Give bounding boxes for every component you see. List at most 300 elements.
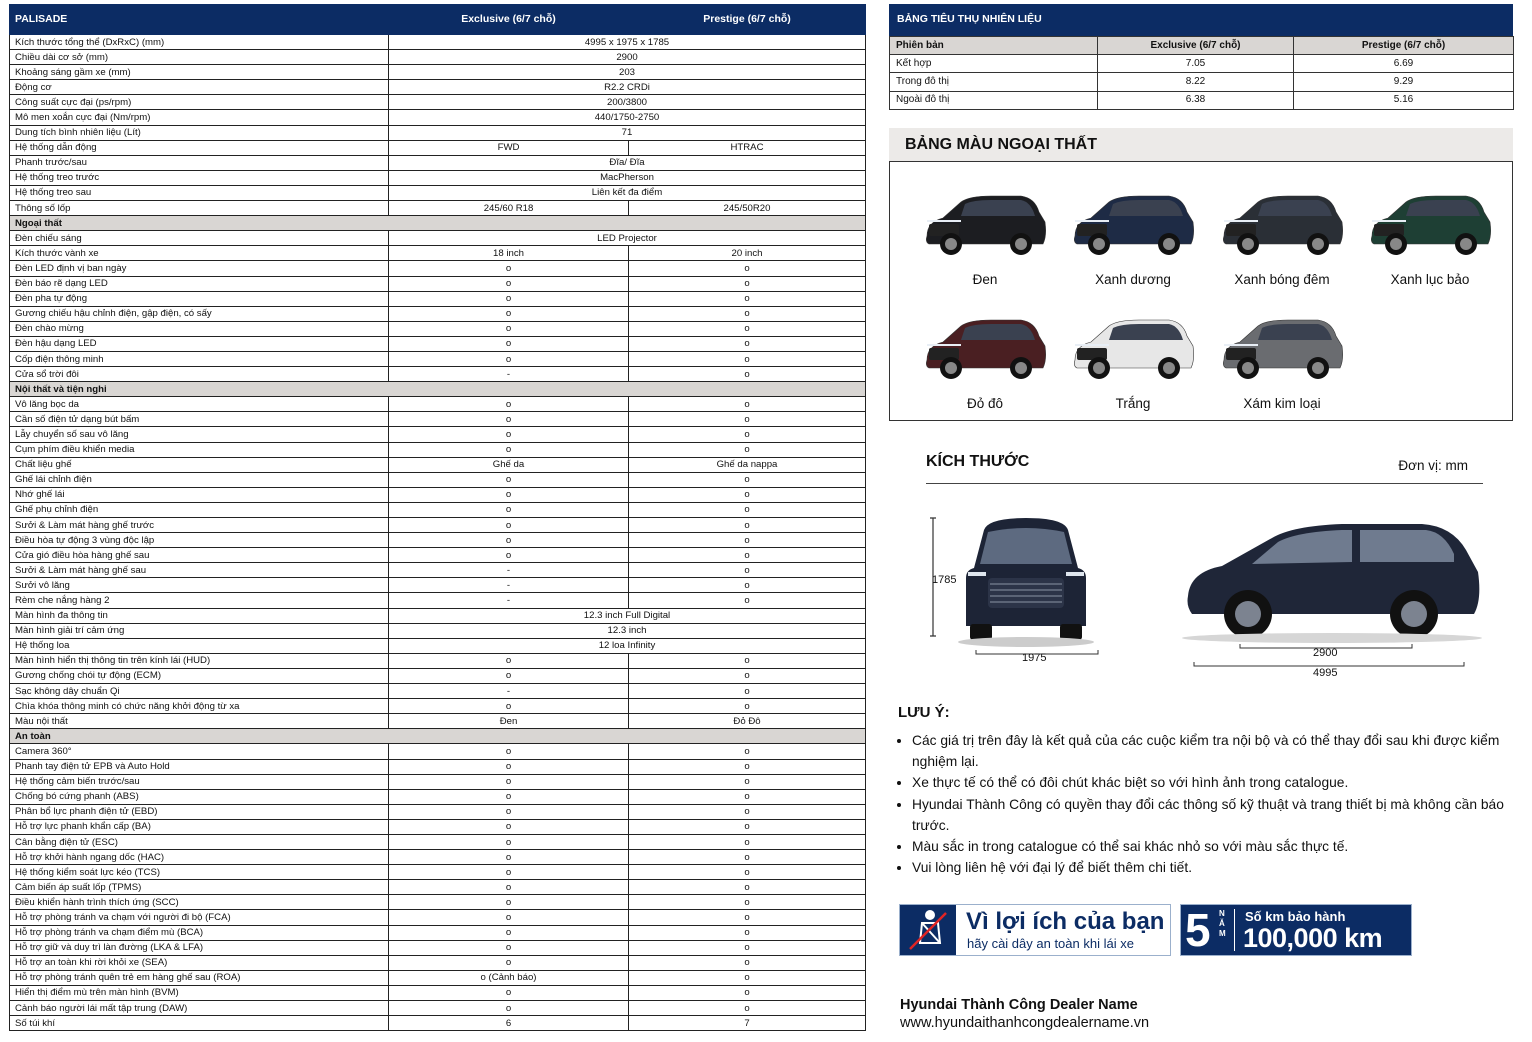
spec-row-value-prestige: 20 inch xyxy=(629,246,866,261)
spec-row xyxy=(10,699,866,714)
spec-row-value-both: LED Projector xyxy=(389,231,866,246)
spec-row-value-prestige: o xyxy=(629,336,866,351)
dimensions-title: KÍCH THƯỚC xyxy=(926,453,1030,470)
spec-row xyxy=(10,518,866,533)
spec-row-value-prestige: o xyxy=(629,518,866,533)
spec-row-label: Công suất cực đại (ps/rpm) xyxy=(10,95,389,110)
spec-row-label: Điều khiển hành trình thích ứng (SCC) xyxy=(10,895,389,910)
spec-row-value-exclusive: - xyxy=(389,563,629,578)
spec-row xyxy=(10,804,866,819)
car-color-image xyxy=(921,192,1049,262)
spec-row-label: Nhớ ghế lái xyxy=(10,487,389,502)
spec-row xyxy=(10,246,866,261)
spec-row-label: Chìa khóa thông minh có chức năng khởi động từ xa xyxy=(10,699,389,714)
fuel-table xyxy=(889,36,1514,110)
notes-list xyxy=(898,730,1518,878)
color-swatch-grid xyxy=(889,161,1513,421)
spec-row-value-prestige: o xyxy=(629,910,866,925)
height-label: 1785 xyxy=(932,574,957,586)
spec-row-value-exclusive: o xyxy=(389,910,629,925)
fuel-row xyxy=(890,91,1514,109)
spec-row-value-prestige: o xyxy=(629,291,866,306)
spec-row-value-prestige: o xyxy=(629,578,866,593)
spec-row-value-prestige: o xyxy=(629,442,866,457)
spec-row-value-prestige: o xyxy=(629,502,866,517)
spec-row-value-exclusive: o xyxy=(389,985,629,1000)
fuel-header-version: Phiên bản xyxy=(890,37,1098,55)
seatbelt-icon xyxy=(900,905,956,955)
spec-row-label: Gương chiếu hậu chỉnh điện, gập điện, có sấy xyxy=(10,306,389,321)
spec-row-label: Hỗ trợ phòng tránh va chạm điểm mù (BCA) xyxy=(10,925,389,940)
spec-row-value-exclusive: o xyxy=(389,744,629,759)
fuel-title: BẢNG TIÊU THỤ NHIÊN LIỆU xyxy=(889,4,1513,36)
spec-row xyxy=(10,789,866,804)
spec-row xyxy=(10,955,866,970)
spec-row-value-prestige: o xyxy=(629,759,866,774)
spec-section-title: Nội thất và tiện nghi xyxy=(10,382,866,397)
seatbelt-badge xyxy=(899,904,1171,956)
spec-row-label: Đèn hậu dạng LED xyxy=(10,336,389,351)
seatbelt-subtitle: hãy cài dây an toàn khi lái xe xyxy=(967,936,1134,951)
spec-row xyxy=(10,397,866,412)
spec-row-label: Chiều dài cơ sở (mm) xyxy=(10,50,389,65)
fuel-row-label: Trong đô thị xyxy=(890,73,1098,91)
spec-row-label: Kích thước tổng thể (DxRxC) (mm) xyxy=(10,35,389,50)
spec-row-value-both: 12.3 inch Full Digital xyxy=(389,608,866,623)
spec-row-value-exclusive: o xyxy=(389,412,629,427)
warranty-title: Số km bảo hành xyxy=(1245,909,1346,924)
spec-row xyxy=(10,502,866,517)
spec-row-label: Cửa sổ trời đôi xyxy=(10,367,389,382)
spec-row-value-exclusive: o xyxy=(389,834,629,849)
note-item: • Các giá trị trên đây là kết quả của các cuộc kiểm tra nội bộ và có thể thay đổi sau khi được kiểm nghiệm lại. xyxy=(912,730,1518,772)
spec-row-value-exclusive: o xyxy=(389,895,629,910)
spec-row-value-prestige: o xyxy=(629,684,866,699)
spec-row-value-prestige: o xyxy=(629,850,866,865)
spec-row-value-prestige: o xyxy=(629,397,866,412)
spec-section-row xyxy=(10,382,866,397)
spec-row-value-prestige: o xyxy=(629,593,866,608)
car-color-image xyxy=(1366,192,1494,262)
spec-row xyxy=(10,472,866,487)
spec-row-value-prestige: o xyxy=(629,925,866,940)
fuel-row xyxy=(890,55,1514,73)
spec-row-label: Cụm phím điều khiển media xyxy=(10,442,389,457)
spec-table xyxy=(9,4,866,1031)
spec-row xyxy=(10,95,866,110)
spec-row-value-prestige: o xyxy=(629,819,866,834)
spec-row xyxy=(10,185,866,200)
spec-row-value-exclusive: o xyxy=(389,397,629,412)
spec-row xyxy=(10,819,866,834)
spec-row-value-exclusive: 6 xyxy=(389,1016,629,1031)
spec-row-value-exclusive: o xyxy=(389,880,629,895)
warranty-years: 5 xyxy=(1185,904,1211,956)
spec-row xyxy=(10,563,866,578)
spec-row-value-both: Liên kết đa điểm xyxy=(389,185,866,200)
spec-row-label: Khoảng sáng gầm xe (mm) xyxy=(10,65,389,80)
spec-section-row xyxy=(10,729,866,744)
spec-row-label: Động cơ xyxy=(10,80,389,95)
spec-row-value-exclusive: o xyxy=(389,1001,629,1016)
dimensions-unit: Đơn vị: mm xyxy=(1398,458,1468,473)
spec-row xyxy=(10,1016,866,1031)
color-option xyxy=(1063,192,1203,287)
spec-row-label: Hỗ trợ lực phanh khẩn cấp (BA) xyxy=(10,819,389,834)
spec-row-label: Hệ thống treo sau xyxy=(10,185,389,200)
spec-row xyxy=(10,668,866,683)
spec-row-value-prestige: o xyxy=(629,940,866,955)
fuel-row-exclusive: 7.05 xyxy=(1098,55,1294,73)
fuel-row-prestige: 6.69 xyxy=(1294,55,1514,73)
spec-row-value-prestige: o xyxy=(629,865,866,880)
spec-row-label: Lẫy chuyển số sau vô lăng xyxy=(10,427,389,442)
color-name: Đỏ đô xyxy=(966,396,1004,411)
spec-row-value-prestige: o xyxy=(629,306,866,321)
spec-row-value-prestige: o xyxy=(629,880,866,895)
spec-header-row xyxy=(10,5,866,35)
spec-row-label: Phân bổ lực phanh điện tử (EBD) xyxy=(10,804,389,819)
spec-row xyxy=(10,638,866,653)
notes-title: LƯU Ý: xyxy=(898,704,950,721)
spec-row-label: Chống bó cứng phanh (ABS) xyxy=(10,789,389,804)
spec-row-value-both: 200/3800 xyxy=(389,95,866,110)
color-name: Trắng xyxy=(1115,396,1151,411)
spec-row-value-exclusive: o xyxy=(389,261,629,276)
spec-header-exclusive: Exclusive (6/7 chỗ) xyxy=(389,5,629,35)
spec-row-value-both: 440/1750-2750 xyxy=(389,110,866,125)
spec-row-label: Hỗ trợ khởi hành ngang dốc (HAC) xyxy=(10,850,389,865)
spec-row-value-both: MacPherson xyxy=(389,170,866,185)
spec-row-value-prestige: o xyxy=(629,261,866,276)
spec-row-value-prestige: o xyxy=(629,804,866,819)
spec-row-value-prestige: o xyxy=(629,1001,866,1016)
fuel-header-prestige: Prestige (6/7 chỗ) xyxy=(1294,37,1514,55)
length-label: 4995 xyxy=(1313,667,1338,679)
spec-row-value-prestige: Ghế da nappa xyxy=(629,457,866,472)
color-name: Xanh dương xyxy=(1095,272,1171,287)
note-item: • Xe thực tế có thể có đôi chút khác biệt so với hình ảnh trong catalogue. xyxy=(912,772,1518,793)
spec-row-value-prestige: o xyxy=(629,276,866,291)
divider xyxy=(1234,909,1235,951)
spec-table-container xyxy=(9,4,865,1031)
dealer-name: Hyundai Thành Công Dealer Name xyxy=(900,997,1138,1013)
spec-row xyxy=(10,201,866,216)
spec-row-value-prestige: o xyxy=(629,533,866,548)
spec-row xyxy=(10,1001,866,1016)
spec-row-value-exclusive: 245/60 R18 xyxy=(389,201,629,216)
spec-row xyxy=(10,880,866,895)
fuel-row-prestige: 5.16 xyxy=(1294,91,1514,109)
warranty-badge xyxy=(1180,904,1412,956)
color-option xyxy=(915,316,1055,411)
spec-row xyxy=(10,865,866,880)
color-name: Đen xyxy=(972,272,998,287)
fuel-header-row xyxy=(890,37,1514,55)
spec-row-value-prestige: o xyxy=(629,834,866,849)
note-item: • Vui lòng liên hệ với đại lý để biết thêm chi tiết. xyxy=(912,857,1518,878)
spec-row-label: Sưởi & Làm mát hàng ghế sau xyxy=(10,563,389,578)
spec-row-value-exclusive: Đen xyxy=(389,714,629,729)
spec-row xyxy=(10,35,866,50)
spec-row xyxy=(10,427,866,442)
spec-row-value-exclusive: 18 inch xyxy=(389,246,629,261)
fuel-row xyxy=(890,73,1514,91)
spec-row-label: Hỗ trợ phòng tránh quên trẻ em hàng ghế sau (ROA) xyxy=(10,970,389,985)
fuel-row-label: Ngoài đô thị xyxy=(890,91,1098,109)
spec-row xyxy=(10,744,866,759)
color-name: Xanh bóng đêm xyxy=(1234,272,1330,287)
spec-row-label: Hiển thị điểm mù trên màn hình (BVM) xyxy=(10,985,389,1000)
spec-row xyxy=(10,774,866,789)
spec-row-value-prestige: o xyxy=(629,427,866,442)
spec-row-value-prestige: o xyxy=(629,789,866,804)
spec-row-value-exclusive: o xyxy=(389,548,629,563)
spec-row-label: Gương chống chói tự động (ECM) xyxy=(10,668,389,683)
spec-row-value-prestige: o xyxy=(629,774,866,789)
spec-row-value-exclusive: o xyxy=(389,759,629,774)
spec-row-label: Ghế phụ chỉnh điện xyxy=(10,502,389,517)
notes-section xyxy=(898,704,1518,878)
car-color-image xyxy=(1069,316,1197,386)
spec-row-label: Camera 360° xyxy=(10,744,389,759)
spec-row-label: Hệ thống loa xyxy=(10,638,389,653)
spec-row-label: Sưởi & Làm mát hàng ghế trước xyxy=(10,518,389,533)
spec-row-label: Hệ thống treo trước xyxy=(10,170,389,185)
spec-row-value-both: 12.3 inch xyxy=(389,623,866,638)
dealer-info xyxy=(900,996,1149,1032)
spec-row-value-exclusive: o xyxy=(389,699,629,714)
spec-row xyxy=(10,850,866,865)
spec-row xyxy=(10,970,866,985)
fuel-row-label: Kết hợp xyxy=(890,55,1098,73)
spec-row xyxy=(10,140,866,155)
spec-row-value-prestige: o xyxy=(629,744,866,759)
spec-row xyxy=(10,125,866,140)
spec-row-value-exclusive: o xyxy=(389,291,629,306)
spec-row-label: Đèn chào mừng xyxy=(10,321,389,336)
spec-row xyxy=(10,548,866,563)
spec-row-value-exclusive: o xyxy=(389,321,629,336)
spec-row xyxy=(10,367,866,382)
warranty-km: 100,000 km xyxy=(1243,923,1383,953)
spec-row-value-both: 71 xyxy=(389,125,866,140)
divider xyxy=(926,483,1483,484)
car-color-image xyxy=(1218,192,1346,262)
spec-row-label: Hệ thống dẫn động xyxy=(10,140,389,155)
spec-row-value-exclusive: FWD xyxy=(389,140,629,155)
spec-row-value-prestige: Đỏ Đô xyxy=(629,714,866,729)
spec-row-value-exclusive: o xyxy=(389,306,629,321)
color-option xyxy=(1360,192,1500,287)
spec-row-value-prestige: HTRAC xyxy=(629,140,866,155)
spec-row-value-exclusive: o (Cảnh báo) xyxy=(389,970,629,985)
spec-row-label: Thông số lốp xyxy=(10,201,389,216)
color-option xyxy=(1063,316,1203,411)
spec-row-value-both: 12 loa Infinity xyxy=(389,638,866,653)
spec-row-value-exclusive: o xyxy=(389,533,629,548)
spec-row-value-both: R2.2 CRDi xyxy=(389,80,866,95)
car-color-image xyxy=(1069,192,1197,262)
spec-row-value-exclusive: o xyxy=(389,940,629,955)
spec-row-label: Màu nội thất xyxy=(10,714,389,729)
spec-row xyxy=(10,895,866,910)
wheelbase-label: 2900 xyxy=(1313,647,1338,659)
spec-row-value-prestige: o xyxy=(629,472,866,487)
fuel-row-exclusive: 8.22 xyxy=(1098,73,1294,91)
spec-row-label: Hệ thống cảm biến trước/sau xyxy=(10,774,389,789)
spec-row xyxy=(10,65,866,80)
spec-row-label: Phanh tay điện tử EPB và Auto Hold xyxy=(10,759,389,774)
spec-row-value-prestige: o xyxy=(629,548,866,563)
spec-row-label: Màn hình đa thông tin xyxy=(10,608,389,623)
spec-row-value-exclusive: - xyxy=(389,367,629,382)
spec-row xyxy=(10,306,866,321)
spec-row xyxy=(10,623,866,638)
color-option xyxy=(1212,192,1352,287)
color-name: Xám kim loại xyxy=(1243,396,1321,411)
spec-row xyxy=(10,487,866,502)
color-option xyxy=(1212,316,1352,411)
spec-row xyxy=(10,351,866,366)
spec-row-value-exclusive: o xyxy=(389,865,629,880)
fuel-row-exclusive: 6.38 xyxy=(1098,91,1294,109)
dimensions-section xyxy=(926,448,1486,688)
spec-row xyxy=(10,684,866,699)
spec-row xyxy=(10,714,866,729)
car-color-image xyxy=(1218,316,1346,386)
spec-row-value-prestige: o xyxy=(629,321,866,336)
spec-row-label: Cần số điện tử dạng bút bấm xyxy=(10,412,389,427)
spec-row xyxy=(10,50,866,65)
spec-row-label: Cân bằng điện tử (ESC) xyxy=(10,834,389,849)
spec-row-value-prestige: o xyxy=(629,970,866,985)
spec-row-value-exclusive: o xyxy=(389,518,629,533)
spec-row-value-prestige: o xyxy=(629,955,866,970)
warranty-years-unit: NĂM xyxy=(1219,909,1226,938)
spec-row xyxy=(10,110,866,125)
spec-row-value-exclusive: o xyxy=(389,442,629,457)
spec-row xyxy=(10,261,866,276)
spec-row-value-exclusive: o xyxy=(389,789,629,804)
spec-row-value-prestige: o xyxy=(629,412,866,427)
dealer-url[interactable]: www.hyundaithanhcongdealername.vn xyxy=(900,1015,1150,1031)
spec-row-label: Hỗ trợ an toàn khi rời khỏi xe (SEA) xyxy=(10,955,389,970)
spec-row xyxy=(10,155,866,170)
spec-row-label: Hỗ trợ phòng tránh va chạm với người đi bộ (FCA) xyxy=(10,910,389,925)
spec-row-value-exclusive: o xyxy=(389,955,629,970)
spec-row-label: Phanh trước/sau xyxy=(10,155,389,170)
spec-row-label: Cảnh báo người lái mất tập trung (DAW) xyxy=(10,1001,389,1016)
spec-row-label: Sạc không dây chuẩn Qi xyxy=(10,684,389,699)
spec-row-value-exclusive: - xyxy=(389,593,629,608)
spec-row xyxy=(10,336,866,351)
spec-row-value-both: Đĩa/ Đĩa xyxy=(389,155,866,170)
spec-row xyxy=(10,231,866,246)
spec-row-label: Rèm che nắng hàng 2 xyxy=(10,593,389,608)
spec-row-label: Số túi khí xyxy=(10,1016,389,1031)
spec-row-value-both: 203 xyxy=(389,65,866,80)
spec-row-value-exclusive: o xyxy=(389,351,629,366)
note-item: • Màu sắc in trong catalogue có thể sai khác nhỏ so với màu sắc thực tế. xyxy=(912,836,1518,857)
spec-row xyxy=(10,578,866,593)
spec-row-label: Đèn LED định vị ban ngày xyxy=(10,261,389,276)
spec-row-value-exclusive: Ghế da xyxy=(389,457,629,472)
spec-row-value-exclusive: o xyxy=(389,819,629,834)
car-color-image xyxy=(921,316,1049,386)
spec-row-label: Ghế lái chỉnh điện xyxy=(10,472,389,487)
width-label: 1975 xyxy=(1022,652,1047,664)
spec-row-value-exclusive: - xyxy=(389,684,629,699)
spec-header-prestige: Prestige (6/7 chỗ) xyxy=(629,5,866,35)
spec-row-label: Mô men xoắn cực đại (Nm/rpm) xyxy=(10,110,389,125)
spec-row-value-prestige: o xyxy=(629,351,866,366)
spec-row xyxy=(10,940,866,955)
spec-row-value-prestige: o xyxy=(629,895,866,910)
spec-row xyxy=(10,170,866,185)
spec-row-label: Cửa gió điều hòa hàng ghế sau xyxy=(10,548,389,563)
fuel-consumption-section xyxy=(889,4,1513,110)
spec-row-value-exclusive: o xyxy=(389,774,629,789)
spec-row-value-prestige: 245/50R20 xyxy=(629,201,866,216)
spec-row-value-prestige: o xyxy=(629,699,866,714)
spec-row xyxy=(10,412,866,427)
spec-row-value-exclusive: - xyxy=(389,578,629,593)
spec-row-value-prestige: o xyxy=(629,668,866,683)
spec-row-label: Màn hình giải trí cảm ứng xyxy=(10,623,389,638)
spec-row-value-prestige: o xyxy=(629,487,866,502)
spec-row-value-exclusive: o xyxy=(389,427,629,442)
spec-row-label: Đèn báo rẽ dạng LED xyxy=(10,276,389,291)
spec-row-label: Dung tích bình nhiên liệu (Lít) xyxy=(10,125,389,140)
note-item: • Hyundai Thành Công có quyền thay đổi các thông số kỹ thuật và trang thiết bị mà không cần báo trước. xyxy=(912,794,1518,836)
spec-row-value-both: 4995 x 1975 x 1785 xyxy=(389,35,866,50)
spec-row-value-exclusive: o xyxy=(389,925,629,940)
spec-row xyxy=(10,593,866,608)
spec-row-label: Điều hòa tự động 3 vùng độc lập xyxy=(10,533,389,548)
spec-row xyxy=(10,533,866,548)
colors-title: BẢNG MÀU NGOẠI THẤT xyxy=(889,128,1513,161)
spec-section-row xyxy=(10,216,866,231)
spec-row xyxy=(10,276,866,291)
spec-row-label: Hệ thống kiểm soát lực kéo (TCS) xyxy=(10,865,389,880)
exterior-colors-section xyxy=(889,128,1513,421)
spec-row xyxy=(10,457,866,472)
spec-row xyxy=(10,985,866,1000)
spec-row xyxy=(10,653,866,668)
spec-row-value-prestige: o xyxy=(629,653,866,668)
spec-header-model: PALISADE xyxy=(10,5,389,35)
fuel-header-exclusive: Exclusive (6/7 chỗ) xyxy=(1098,37,1294,55)
spec-row-value-prestige: o xyxy=(629,985,866,1000)
spec-row-value-prestige: 7 xyxy=(629,1016,866,1031)
spec-row-value-exclusive: o xyxy=(389,804,629,819)
spec-row-value-exclusive: o xyxy=(389,668,629,683)
spec-row xyxy=(10,759,866,774)
spec-row-label: Hỗ trợ giữ và duy trì làn đường (LKA & LFA) xyxy=(10,940,389,955)
spec-row xyxy=(10,834,866,849)
spec-row-value-exclusive: o xyxy=(389,487,629,502)
spec-row xyxy=(10,321,866,336)
spec-row-value-exclusive: o xyxy=(389,336,629,351)
seatbelt-title: Vì lợi ích của bạn xyxy=(966,908,1165,935)
spec-row-label: Sưởi vô lăng xyxy=(10,578,389,593)
fuel-row-prestige: 9.29 xyxy=(1294,73,1514,91)
spec-row xyxy=(10,608,866,623)
spec-row-value-prestige: o xyxy=(629,367,866,382)
spec-row xyxy=(10,925,866,940)
spec-row-label: Cảm biến áp suất lốp (TPMS) xyxy=(10,880,389,895)
